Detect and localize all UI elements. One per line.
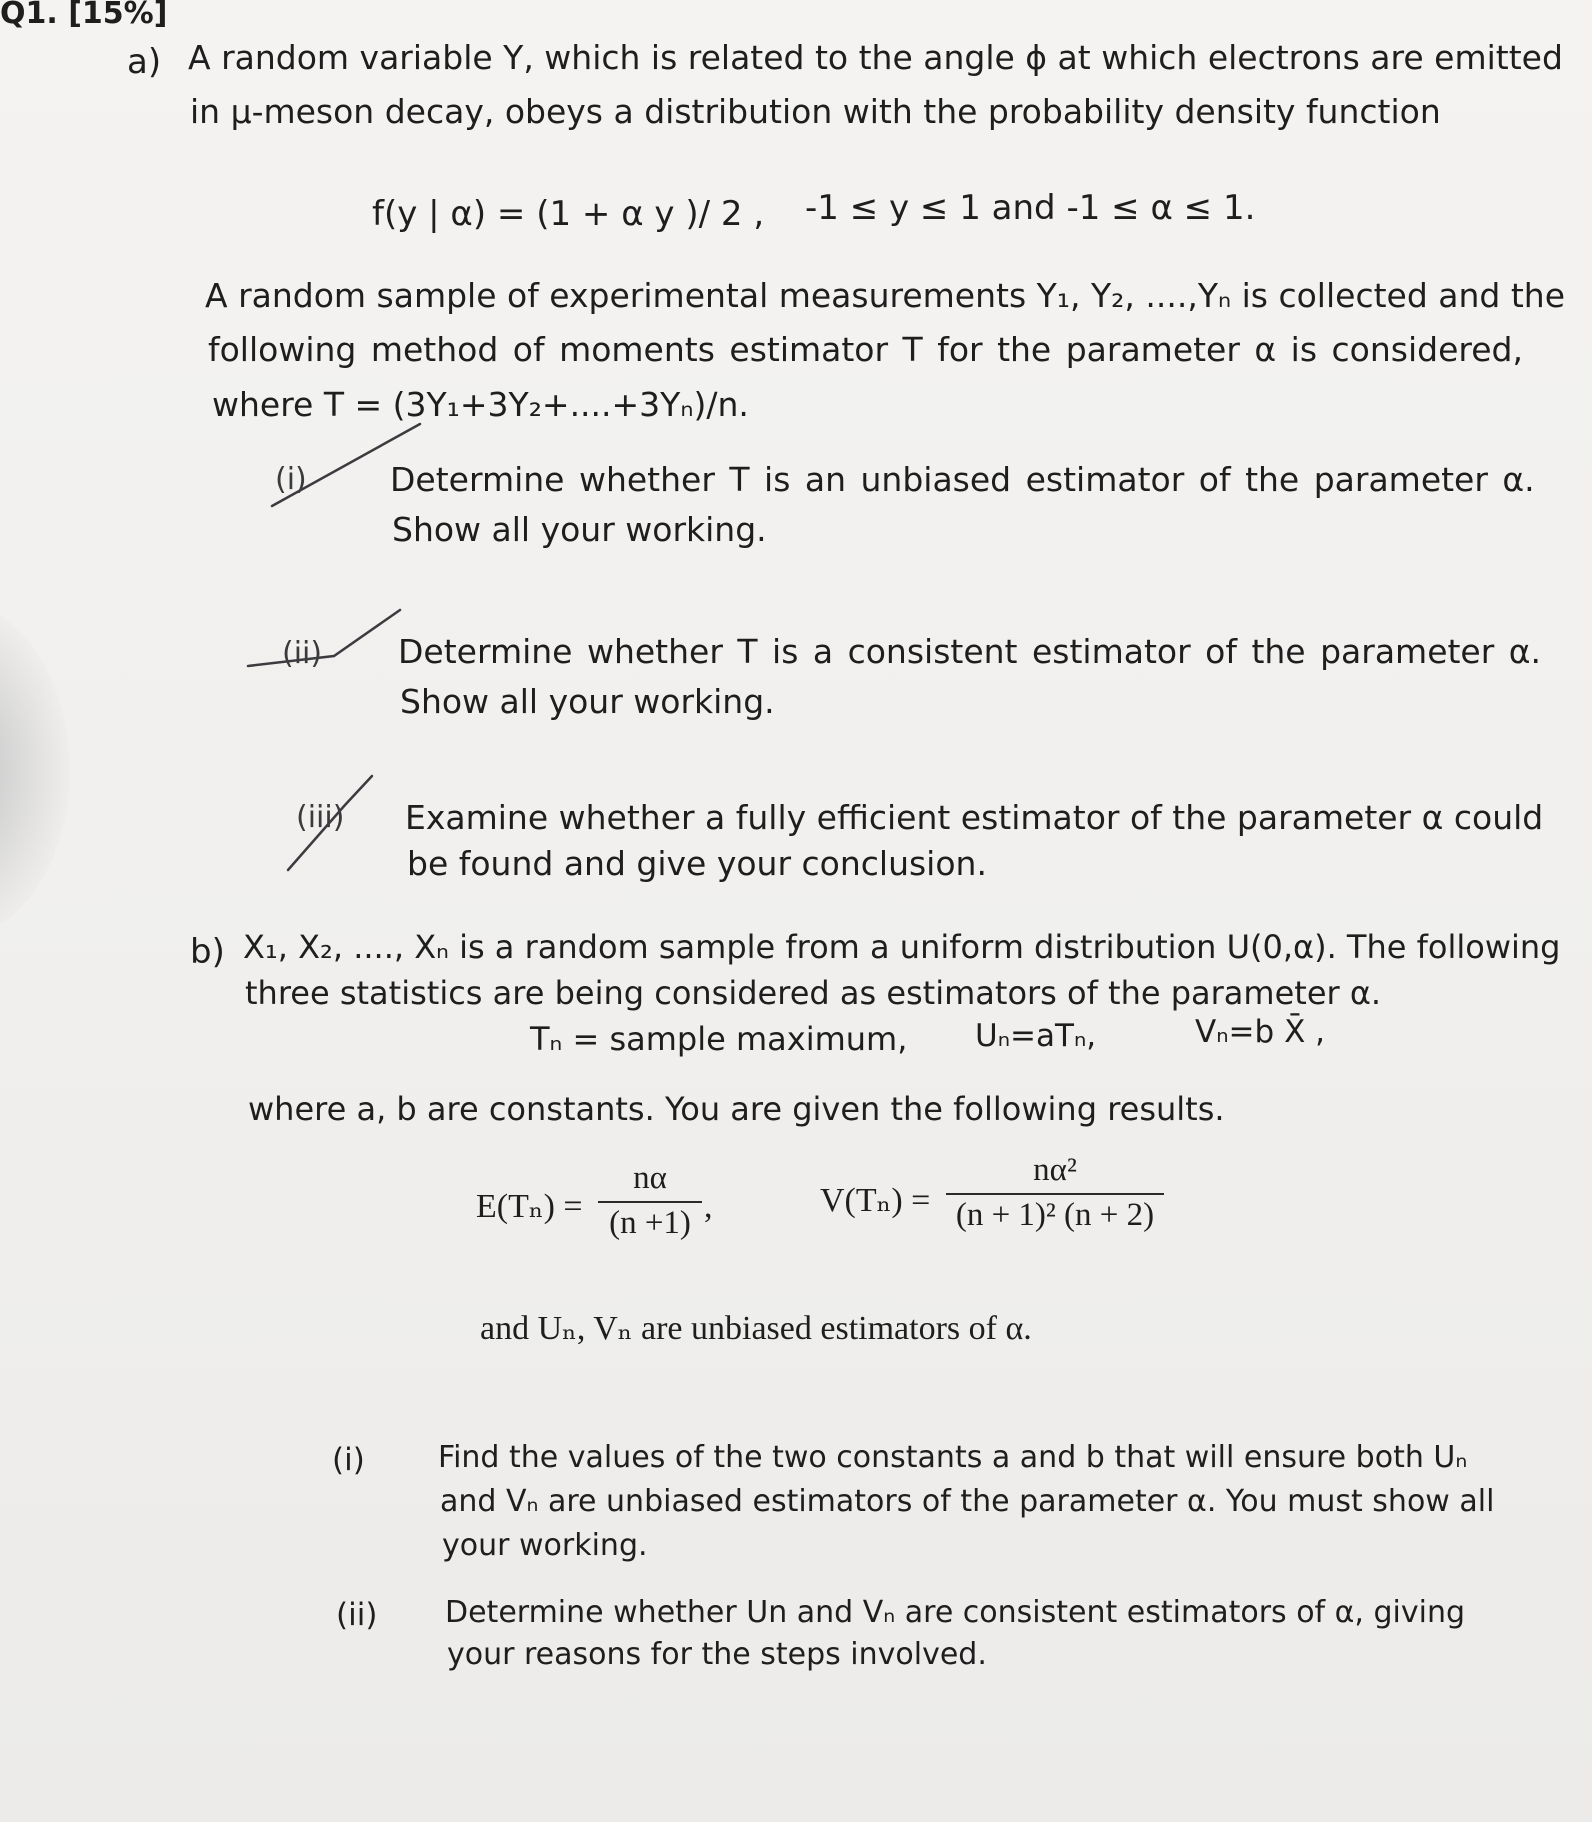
where-line: where a, b are constants. You are given the following results. <box>248 1090 1225 1128</box>
item-a-i-line2: Show all your working. <box>392 510 767 549</box>
stat-u: Uₙ=aTₙ, <box>975 1018 1097 1054</box>
item-a-iii-label: (iii) <box>296 800 345 835</box>
part-a-intro-line1: A random variable Y, which is related to the angle ϕ at which electrons are emitted <box>188 38 1563 77</box>
e-tn-lhs: E(Tₙ) = <box>476 1188 583 1225</box>
e-tn-numerator: nα <box>633 1160 667 1196</box>
item-b-i-line2: and Vₙ are unbiased estimators of the parameter α. You must show all <box>440 1484 1495 1519</box>
part-b-intro-line2: three statistics are being considered as estimators of the parameter α. <box>245 974 1382 1012</box>
item-a-i-label: (i) <box>275 462 307 497</box>
item-b-i-line3: your working. <box>442 1528 648 1563</box>
pdf-range: -1 ≤ y ≤ 1 and -1 ≤ α ≤ 1. <box>805 188 1256 228</box>
sample-line1: A random sample of experimental measurements Y₁, Y₂, ....,Yₙ is collected and the <box>205 276 1565 315</box>
item-b-ii-line2: your reasons for the steps involved. <box>447 1637 987 1672</box>
v-tn-numerator: nα² <box>1033 1152 1077 1188</box>
pen-tick-a-i <box>272 424 420 506</box>
part-a-intro-line2: in μ-meson decay, obeys a distribution with the probability density function <box>190 92 1441 131</box>
item-b-i-line1: Find the values of the two constants a and b that will ensure both Uₙ <box>438 1440 1468 1475</box>
part-b-label: b) <box>190 932 225 972</box>
question-header: Q1. [15%] <box>0 0 168 31</box>
stat-v: Vₙ=b X̄ , <box>1195 1014 1326 1050</box>
item-b-i-label: (i) <box>332 1442 365 1478</box>
item-b-ii-label: (ii) <box>336 1597 378 1633</box>
v-tn-lhs: V(Tₙ) = <box>820 1182 931 1219</box>
item-a-i-line1: Determine whether T is an unbiased estimator of the parameter α. <box>390 460 1535 499</box>
sample-line3: where T = (3Y₁+3Y₂+....+3Yₙ)/n. <box>212 385 749 424</box>
v-tn-denominator: (n + 1)² (n + 2) <box>955 1197 1155 1233</box>
part-b-intro-line1: X₁, X₂, ...., Xₙ is a random sample from a uniform distribution U(0,α). The following <box>243 928 1561 966</box>
item-a-iii-line1: Examine whether a fully efficient estimator of the parameter α could <box>405 798 1544 837</box>
unbiased-line: and Uₙ, Vₙ are unbiased estimators of α. <box>480 1310 1032 1347</box>
item-a-ii-line2: Show all your working. <box>400 682 775 721</box>
item-b-ii-line1: Determine whether Un and Vₙ are consistent estimators of α, giving <box>445 1595 1466 1630</box>
item-a-iii-line2: be found and give your conclusion. <box>407 844 987 883</box>
e-tn-denominator: (n +1) <box>609 1205 691 1241</box>
pen-tick-a-iii <box>288 776 372 870</box>
stat-t: Tₙ = sample maximum, <box>530 1020 908 1058</box>
e-tn-comma: , <box>704 1188 713 1225</box>
item-a-ii-label: (ii) <box>282 636 323 671</box>
pen-strike-a-ii <box>248 610 400 666</box>
pdf-formula: f(y | α) = (1 + α y )/ 2 , <box>372 194 765 234</box>
part-a-label: a) <box>127 42 162 82</box>
sample-line2: following method of moments estimator T for the parameter α is considered, <box>208 330 1523 369</box>
item-a-ii-line1: Determine whether T is a consistent estimator of the parameter α. <box>398 632 1542 671</box>
